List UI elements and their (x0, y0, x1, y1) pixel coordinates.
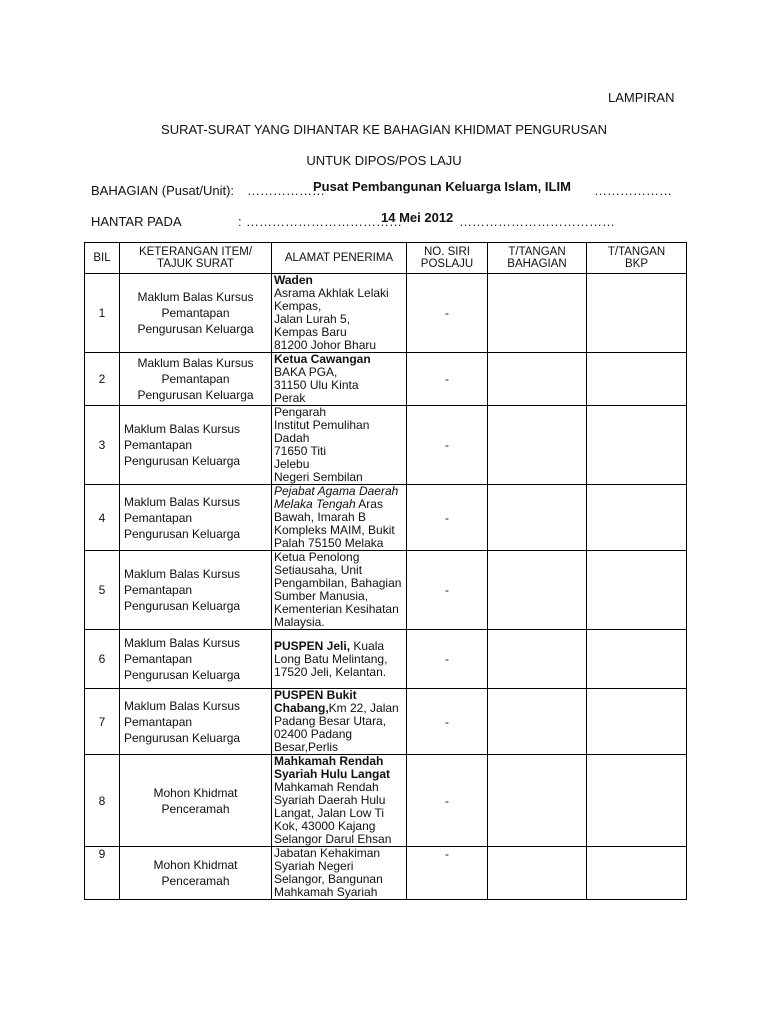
addr-line: Langat, Jalan Low Ti (274, 806, 385, 820)
addr-line: Selangor, Bangunan (274, 872, 383, 886)
hantar-dots-before: ……………………………… (246, 214, 402, 229)
addr-line: Mahkamah Syariah (274, 885, 378, 899)
row-keterangan (120, 755, 272, 847)
header-keterangan (120, 243, 272, 274)
row-bil: 1 (85, 274, 120, 353)
row-bil: 6 (85, 630, 120, 689)
row-ttangan-bahagian[interactable] (488, 755, 587, 847)
addr-bold: PUSPEN Bukit (274, 688, 357, 702)
addr-line: Km 22, Jalan (328, 701, 399, 715)
row-alamat (272, 406, 407, 485)
row-ttangan-bahagian[interactable] (488, 630, 587, 689)
bahagian-dots-after: ……………… (594, 183, 672, 198)
row-alamat (272, 630, 407, 689)
row-siri: - (407, 755, 488, 847)
row-siri: - (407, 630, 488, 689)
header-bkp-line2: BKP (624, 258, 648, 270)
row-keterangan (120, 630, 272, 689)
row-ttangan-bkp[interactable] (587, 353, 687, 406)
addr-line: Besar,Perlis (274, 740, 339, 754)
row-keterangan (120, 551, 272, 630)
addr-bold: Waden (274, 273, 313, 287)
addr-line: Jalan Lurah 5, (274, 312, 351, 326)
header-ttangan-bkp (587, 243, 687, 274)
row-ttangan-bkp[interactable] (587, 274, 687, 353)
row-siri: - (407, 689, 488, 755)
row-keterangan (120, 353, 272, 406)
ket-line: Maklum Balas Kursus (124, 422, 241, 436)
row-alamat (272, 689, 407, 755)
addr-line: 31150 Ulu Kinta (274, 378, 359, 392)
ket-line: Maklum Balas Kursus (124, 494, 241, 509)
row-alamat (272, 551, 407, 630)
row-ttangan-bkp[interactable] (587, 630, 687, 689)
row-ttangan-bahagian[interactable] (488, 551, 587, 630)
ket-line: Maklum Balas Kursus (124, 698, 241, 713)
row-keterangan (120, 274, 272, 353)
row-alamat (272, 274, 407, 353)
addr-bold: PUSPEN Jeli, (274, 638, 351, 653)
row-ttangan-bkp[interactable] (587, 847, 687, 900)
addr-line: 81200 Johor Bharu (274, 338, 377, 352)
addr-line: Pengarah (274, 405, 327, 419)
header-alamat: ALAMAT PENERIMA (272, 243, 407, 274)
hantar-colon: : (238, 214, 242, 229)
lampiran-label: LAMPIRAN (608, 90, 675, 105)
row-bil: 4 (85, 485, 120, 551)
table-row (85, 847, 687, 900)
header-keterangan-line2: TAJUK SURAT (157, 258, 234, 270)
table-row (85, 755, 687, 847)
hantar-label: HANTAR PADA (91, 214, 182, 229)
ket-line: Maklum Balas Kursus (124, 636, 241, 650)
ket-line: Maklum Balas Kursus (137, 356, 254, 370)
ket-line: Pemantapan (124, 714, 193, 729)
row-bil: 8 (85, 755, 120, 847)
row-alamat (272, 353, 407, 406)
ket-line: Pemantapan (124, 510, 193, 525)
addr-line: Bawah, Imarah B (274, 510, 367, 524)
addr-line: 02400 Padang (274, 727, 353, 741)
row-siri: - (407, 485, 488, 551)
table-row (85, 689, 687, 755)
header-ttangan-bahagian (488, 243, 587, 274)
row-ttangan-bahagian[interactable] (488, 406, 587, 485)
row-ttangan-bahagian[interactable] (488, 353, 587, 406)
addr-line: Asrama Akhlak Lelaki (274, 286, 389, 300)
addr-line: Kok, 43000 Kajang (274, 819, 376, 833)
addr-line: Kementerian Kesihatan (274, 602, 399, 616)
addr-line: Kempas, (274, 299, 322, 313)
ket-line: Pengurusan Keluarga (137, 322, 254, 336)
row-bil: 9 (85, 847, 120, 900)
table-row (85, 406, 687, 485)
row-ttangan-bahagian[interactable] (488, 274, 587, 353)
table-header-row (85, 243, 687, 274)
ket-line: Pemantapan (161, 306, 230, 320)
addr-line: Setiausaha, Unit (274, 563, 363, 577)
header-siri-line2: POSLAJU (420, 258, 474, 270)
table-row (85, 274, 687, 353)
row-ttangan-bkp[interactable] (587, 485, 687, 551)
row-siri: - (407, 353, 488, 406)
bahagian-dots-before: ……………… (247, 183, 325, 198)
addr-line: Kempas Baru (274, 325, 347, 339)
ket-line: Penceramah (161, 801, 230, 816)
addr-line: Sumber Manusia, (274, 589, 369, 603)
addr-line: 71650 Titi (274, 444, 327, 458)
addr-line: Institut Pemulihan (274, 418, 370, 432)
addr-line: Perak (274, 391, 306, 405)
row-siri: - (407, 406, 488, 485)
addr-line: Aras (355, 497, 383, 511)
row-alamat (272, 485, 407, 551)
addr-bold: Chabang, (274, 701, 329, 715)
ket-line: Pengurusan Keluarga (124, 730, 241, 745)
ket-line: Pemantapan (124, 652, 193, 666)
ket-line: Mohon Khidmat (153, 785, 238, 800)
row-siri: - (407, 847, 488, 900)
row-keterangan (120, 847, 272, 900)
header-bahagian-line1: T/TANGAN (508, 246, 566, 258)
addr-italic: Pejabat Agama Daerah (274, 484, 399, 498)
addr-line: BAKA PGA, (274, 365, 338, 379)
ket-line: Maklum Balas Kursus (124, 567, 241, 581)
addr-line: 17520 Jeli, Kelantan. (274, 664, 387, 679)
addr-line: Syariah Daerah Hulu (274, 793, 386, 807)
row-siri: - (407, 551, 488, 630)
hantar-date: 14 Mei 2012 (381, 210, 454, 225)
addr-line: Palah 75150 Melaka (274, 536, 384, 550)
ket-line: Pemantapan (124, 583, 193, 597)
addr-line: Syariah Negeri (274, 859, 354, 873)
header-bkp-line1: T/TANGAN (607, 246, 666, 258)
table-row (85, 551, 687, 630)
ket-line: Pengurusan Keluarga (124, 454, 241, 468)
addr-line: Negeri Sembilan (274, 470, 363, 484)
row-keterangan (120, 689, 272, 755)
ket-line: Maklum Balas Kursus (137, 290, 254, 304)
addr-bold: Ketua Cawangan (274, 352, 371, 366)
row-ttangan-bkp[interactable] (587, 689, 687, 755)
addr-line: Pengambilan, Bahagian (274, 576, 402, 590)
ket-line: Pengurusan Keluarga (124, 668, 241, 682)
ket-line: Pengurusan Keluarga (137, 388, 254, 402)
header-bahagian-line2: BAHAGIAN (507, 258, 567, 270)
row-alamat (272, 755, 407, 847)
row-ttangan-bkp[interactable] (587, 406, 687, 485)
ket-line: Penceramah (161, 874, 230, 888)
row-ttangan-bahagian[interactable] (488, 485, 587, 551)
row-bil: 5 (85, 551, 120, 630)
addr-line: Selangor Darul Ehsan (274, 832, 392, 846)
header-bil: BIL (85, 243, 120, 274)
addr-italic: Melaka Tengah (274, 497, 356, 511)
ket-line: Mohon Khidmat (153, 858, 238, 872)
addr-line: Dadah (274, 431, 310, 445)
row-ttangan-bkp[interactable] (587, 551, 687, 630)
addr-line: Jelebu (274, 457, 310, 471)
addr-line: Long Batu Melintang, (274, 651, 388, 666)
bahagian-value: Pusat Pembangunan Keluarga Islam, ILIM (313, 179, 571, 194)
row-bil: 2 (85, 353, 120, 406)
addr-line: Malaysia. (274, 615, 325, 629)
ket-line: Pemantapan (124, 438, 193, 452)
addr-line: Kompleks MAIM, Bukit (274, 523, 395, 537)
table-row (85, 353, 687, 406)
addr-line: Ketua Penolong (274, 550, 360, 564)
addr-line: Mahkamah Rendah (274, 780, 379, 794)
row-bil: 7 (85, 689, 120, 755)
bahagian-label: BAHAGIAN (Pusat/Unit): (91, 183, 235, 198)
hantar-dots-after: ……………………………… (459, 214, 615, 229)
addr-line: Kuala (350, 638, 385, 653)
addr-line: Jabatan Kehakiman (274, 846, 381, 860)
table-row (85, 630, 687, 689)
header-siri-line1: NO. SIRI (423, 246, 470, 258)
row-ttangan-bkp[interactable] (587, 755, 687, 847)
row-ttangan-bahagian[interactable] (488, 847, 587, 900)
row-keterangan (120, 485, 272, 551)
row-alamat (272, 847, 407, 900)
document-title: SURAT-SURAT YANG DIHANTAR KE BAHAGIAN KHIDMAT PENGURUSAN (161, 122, 607, 137)
row-siri: - (407, 274, 488, 353)
letters-table (84, 242, 687, 900)
header-siri (407, 243, 488, 274)
addr-bold: Syariah Hulu Langat (274, 767, 391, 781)
row-ttangan-bahagian[interactable] (488, 689, 587, 755)
addr-line: Padang Besar Utara, (274, 714, 387, 728)
ket-line: Pengurusan Keluarga (124, 526, 241, 541)
ket-line: Pemantapan (161, 372, 230, 386)
header-keterangan-line1: KETERANGAN ITEM/ (138, 246, 253, 258)
document-subtitle: UNTUK DIPOS/POS LAJU (306, 153, 462, 168)
addr-bold: Mahkamah Rendah (274, 754, 384, 768)
row-keterangan (120, 406, 272, 485)
table-row (85, 485, 687, 551)
ket-line: Pengurusan Keluarga (124, 599, 241, 613)
row-bil: 3 (85, 406, 120, 485)
